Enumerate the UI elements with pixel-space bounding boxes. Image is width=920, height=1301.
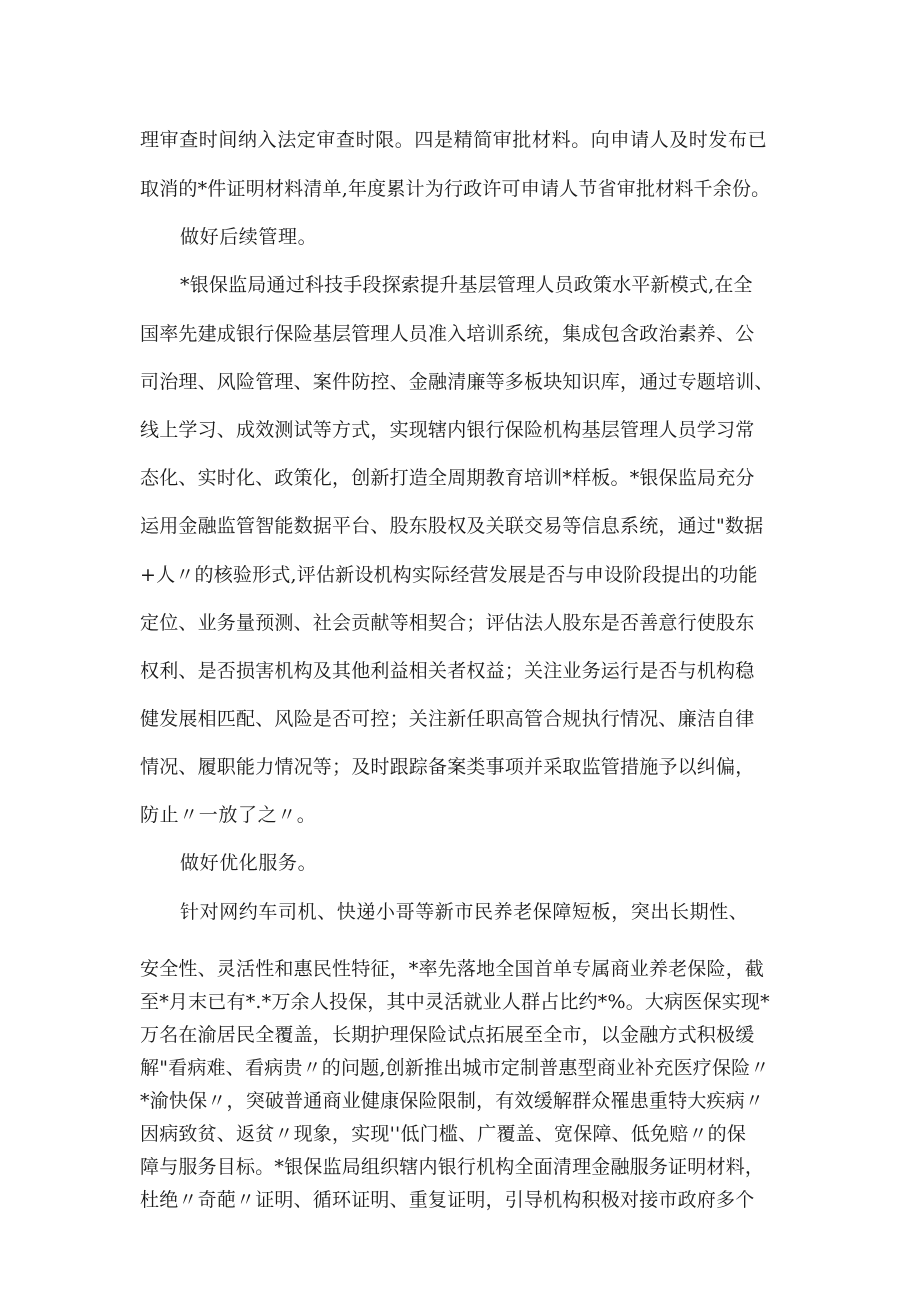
text-line: 运用金融监管智能数据平台、股东股权及关联交易等信息系统，通过"数据 <box>140 515 764 537</box>
text-line: +人〃的核验形式,评估新设机构实际经营发展是否与申设阶段提出的功能 <box>140 564 758 586</box>
text-line: *银保监局通过科技手段探索提升基层管理人员政策水平新模式,在全 <box>180 274 753 296</box>
text-line: 线上学习、成效测试等方式，实现辖内银行保险机构基层管理人员学习常 <box>140 419 755 441</box>
section-heading: 做好后续管理。 <box>180 226 318 248</box>
text-line: 至*月末已有*.*万余人投保，其中灵活就业人群占比约*%。大病医保实现* <box>140 991 770 1013</box>
text-line: 解"看病难、看病贵〃的问题,创新推出城市定制普惠型商业补充医疗保险〃 <box>140 1057 770 1079</box>
text-line: 防止〃一放了之〃。 <box>140 804 317 826</box>
text-line: 态化、实时化、政策化，创新打造全周期教育培训*样板。*银保监局充分 <box>140 467 755 489</box>
section-heading: 做好优化服务。 <box>180 852 318 874</box>
text-line: 因病致贫、返贫〃现象，实现''低门槛、广覆盖、宽保障、低免赔〃的保 <box>140 1123 747 1145</box>
text-line: 理审查时间纳入法定审查时限。四是精简审批材料。向申请人及时发布已 <box>140 129 768 151</box>
text-line: 健发展相匹配、风险是否可控；关注新任职高管合规执行情况、廉洁自律 <box>140 708 755 730</box>
text-line: 障与服务目标。*银保监局组织辖内银行机构全面清理金融服务证明材料， <box>140 1156 765 1178</box>
text-line: 取消的*件证明材料清单,年度累计为行政许可申请人节省审批材料千余份。 <box>140 178 771 200</box>
text-line: *渝快保〃，突破普通商业健康保险限制，有效缓解群众罹患重特大疾病〃 <box>140 1090 765 1112</box>
text-line: 针对网约车司机、快递小哥等新市民养老保障短板，突出长期性、 <box>180 901 749 923</box>
text-line: 定位、业务量预测、社会贡献等相契合；评估法人股东是否善意行使股东 <box>140 612 755 634</box>
text-line: 安全性、灵活性和惠民性特征，*率先落地全国首单专属商业养老保险，截 <box>140 958 765 980</box>
text-line: 杜绝〃奇葩〃证明、循环证明、重复证明，引导机构积极对接市政府多个 <box>140 1189 755 1211</box>
text-line: 司治理、风险管理、案件防控、金融清廉等多板块知识库，通过专题培训、 <box>140 371 774 393</box>
text-line: 权利、是否损害机构及其他利益相关者权益；关注业务运行是否与机构稳 <box>140 660 755 682</box>
text-line: 万名在渝居民全覆盖，长期护理保险试点拓展至全市，以金融方式积极缓 <box>140 1024 755 1046</box>
text-line: 国率先建成银行保险基层管理人员准入培训系统，集成包含政治素养、公 <box>140 323 755 345</box>
text-line: 情况、履职能力情况等；及时跟踪备案类事项并采取监管措施予以纠偏， <box>140 756 755 778</box>
